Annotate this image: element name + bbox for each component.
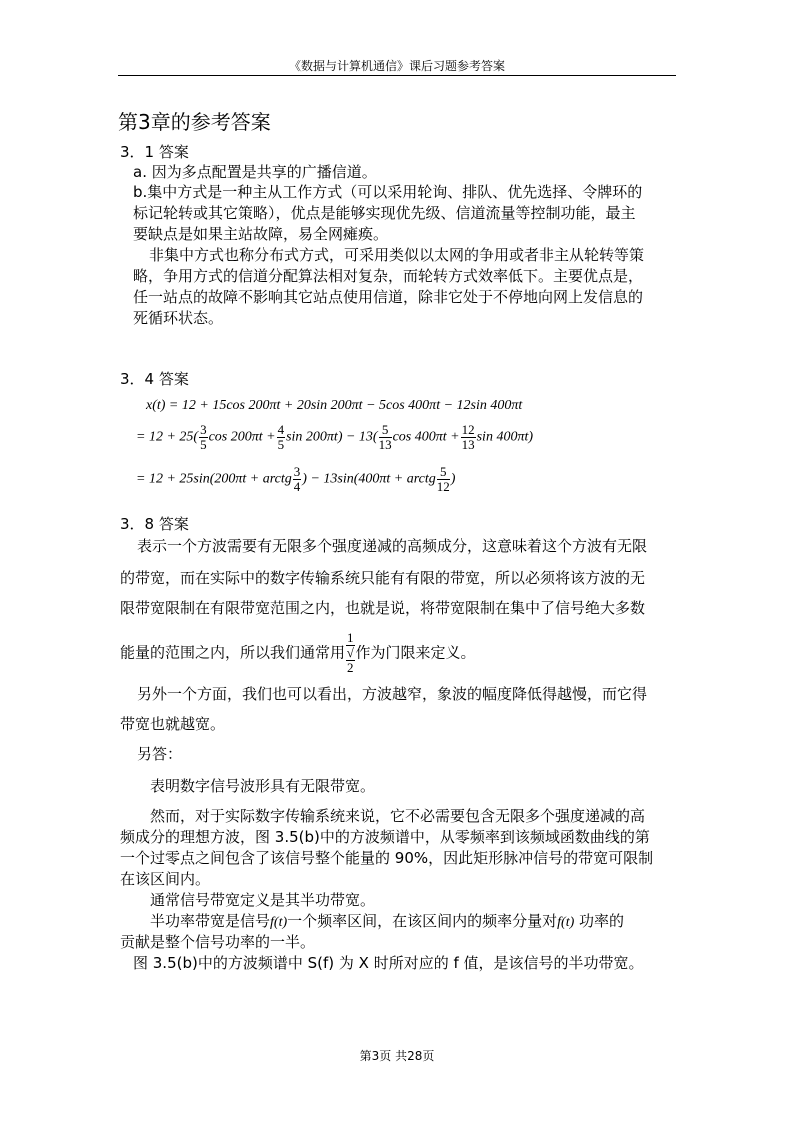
s38-q1: 表明数字信号波形具有无限带宽。 (150, 777, 376, 795)
s38-p2: 的带宽，而在实际中的数字传输系统只能有有限的带宽，所以必须将该方波的无 (120, 569, 646, 587)
equation-line-2: = 12 + 25( $\frac{3}{5}$ cos 200πt + $\frac{4}{5}$ sin 200πt) − 13( $\frac{5}{13}$ cos 400πt + $\frac{12}{13}$ sin 400πt) (136, 422, 534, 452)
s38-p4: 能量的范围之内，所以我们通常用 1 √ 2 作为门限来定义。 (120, 630, 476, 675)
s38-q9: 图 3.5(b)中的方波频谱中 S(f) 为 X 时所对应的 f 值，是该信号的半功带宽。 (133, 954, 644, 972)
section-3-1-heading: 3．1 答案 (120, 143, 189, 161)
page-header: 《数据与计算机通信》课后习题参考答案 (288, 59, 505, 73)
s31-c1: 非集中方式也称分布式方式，可采用类似以太网的争用或者非主从轮转等策 (149, 246, 645, 264)
section-3-8-heading: 3．8 答案 (120, 515, 189, 533)
s38-p3: 限带宽限制在有限带宽范围之内，也就是说，将带宽限制在集中了信号绝大多数 (120, 599, 646, 617)
s31-c2: 略，争用方式的信道分配算法相对复杂，而轮转方式效率低下。主要优点是， (133, 267, 644, 285)
s31-c4: 死循环状态。 (133, 309, 224, 327)
s38-q6: 通常信号带宽定义是其半功带宽。 (150, 891, 376, 909)
s38-q3: 频成分的理想方波，图 3.5(b)中的方波频谱中，从零频率到该频域函数曲线的第 (120, 828, 650, 846)
s31-b1: b.集中方式是一种主从工作方式（可以采用轮询、排队、优先选择、令牌环的 (133, 183, 643, 201)
s38-q2: 然而，对于实际数字传输系统来说，它不必需要包含无限多个强度递减的高 (150, 807, 646, 825)
s31-c3: 任一站点的故障不影响其它站点使用信道，除非它处于不停地向网上发信息的 (133, 288, 644, 306)
page-footer: 第3页 共28页 (359, 1049, 435, 1063)
s38-q7: 半功率带宽是信号f(t)一个频率区间，在该区间内的频率分量对f(t) 功率的 (150, 912, 625, 930)
s38-alt-label: 另答： (137, 745, 183, 763)
s31-b3: 要缺点是如果主站故障，易全网瘫痪。 (133, 225, 389, 243)
equation-line-3: = 12 + 25sin(200πt + arctg $\frac{3}{4}$ ) − 13sin(400πt + arctg $\frac{5}{12}$ ) (136, 464, 456, 494)
s38-p1: 表示一个方波需要有无限多个强度递减的高频成分，这意味着这个方波有无限 (137, 537, 648, 555)
s31-b2: 标记轮转或其它策略），优点是能够实现优先级、信道流量等控制功能，最主 (133, 204, 636, 222)
s31-a: a. 因为多点配置是共享的广播信道。 (133, 163, 377, 181)
s38-q5: 在该区间内。 (120, 870, 211, 888)
s38-q4: 一个过零点之间包含了该信号整个能量的 90%，因此矩形脉冲信号的带宽可限制 (120, 849, 654, 867)
s38-p6: 带宽也就越宽。 (120, 715, 226, 733)
equation-line-1: x(t) = 12 + 15cos 200πt + 20sin 200πt − 5cos 400πt − 12sin 400πt (146, 398, 523, 413)
chapter-title: 第3章的参考答案 (118, 110, 271, 134)
s38-p5: 另外一个方面，我们也可以看出，方波越窄，象波的幅度降低得越慢，而它得 (137, 685, 648, 703)
s38-q8: 贡献是整个信号功率的一半。 (120, 933, 316, 951)
header-rule (118, 75, 676, 76)
section-3-4-heading: 3．4 答案 (120, 370, 189, 388)
